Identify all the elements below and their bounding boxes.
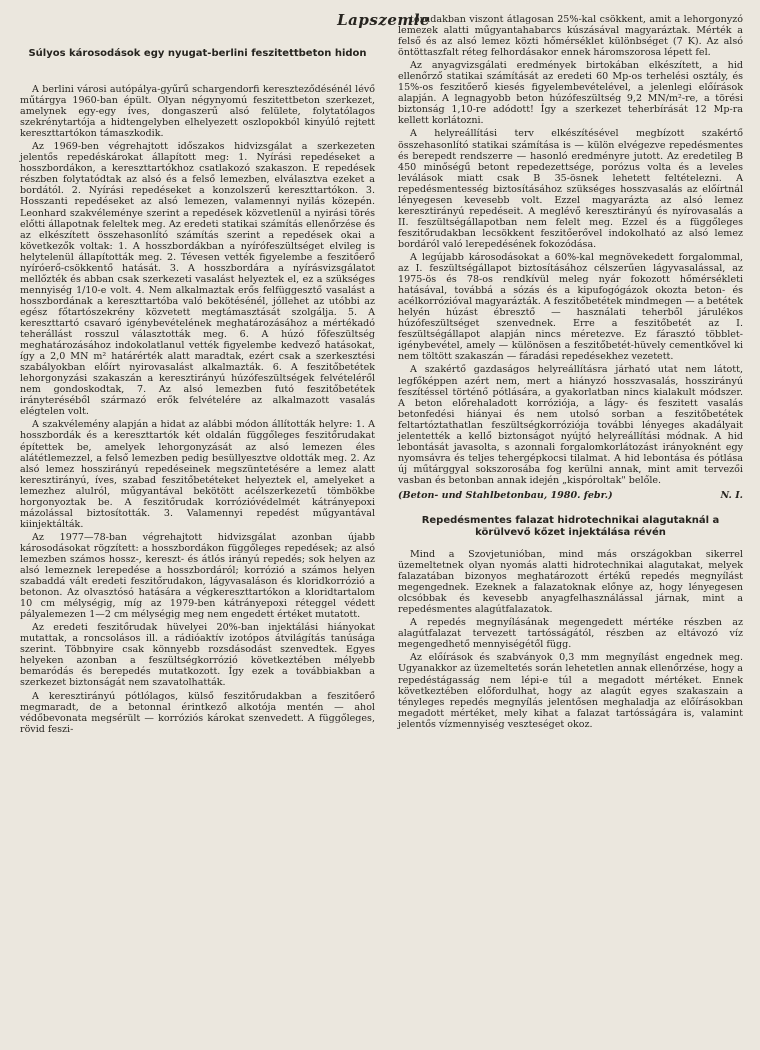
- article1-paragraph: A helyreállítási terv elkészítésével megbízott szakértő összehasonlító statikai számítása is — külön elvégezve repedésmentes és berepedt rendszerre — hasonló eredményre jutott. Az eredetileg B 450 minőségű betont repedezettsége, porózus volta és a leveles leválások miatt csak B 35-ösnek lehetett feltételezni. A repedésmentesség biztosításához szükséges hosszvasalás az előírtnál lényegesen kevesebb volt. Ezzel magyarázta az alsó lemez keresztirányú repedéseit. A meglévő keresztirányú és nyírovasalás a II. feszültségállapotban nem felelt meg. Ezzel és a függőleges feszitőrudakban lecsökkent feszitőerővel indokolható az alsó lemez bordáról való lerepedésének fokozódása.: [398, 128, 743, 250]
- article1-paragraph: A szakértő gazdaságos helyreállításra járható utat nem látott, legfőképpen azért nem, mert a hiányzó hosszvasalás, hosszirányú feszítéssel történő pótlására, a gyakorlatban nincs kialakult módszer. A beton előrehaladott korróziója, a lágy- és feszitett vasalás betonfedési hiányai és nem utolsó sorban a feszitőbetétek feltartóztathatlan feszültségkorróziója további lényeges akadályait jelentették a kellő biztonságot nyújtó helyreállítási módnak. A hid lebontását javasolta, s azonnali forgalomkorlátozást irányoknént egy nyomsávra és teljes tehergépkocsi tilalmat. A hid lebontása és pótlása új műtárggyal sokszorosába fog kerülni annak, mint amit tervezői vasban és betonban annak idején „kispóroltak" belőle.: [398, 364, 743, 486]
- section-title: Lapszemle: [337, 11, 430, 29]
- article2-title: Repedésmentes falazat hidrotechnikai alagutaknál a körülvevő kőzet injektálása révén: [421, 515, 720, 539]
- left-column: [20, 48, 375, 737]
- article1-paragraph: A legújabb károsodásokat a 60%-kal megnövekedett forgalommal, az I. feszültségállapot biztosításához célszerűen lágyvasalással, az 1975-ös és 78-os rendkívül meleg nyár fokozott hőmérsékleti hatásával, továbbá a sózás és a kipufogógázok okozta beton- és acélkorrózióval magyarázták. A feszitőbetétek mindmegen — a betétek helyén húzást ébresztő — használati teherből járulékos húzófeszültséget szenvednek. Erre a feszitőbetét az I. feszültségállapot alapján nincs méretezve. Ez fárasztó többlet-igénybevétel, amely — különösen a feszitőbetét-hüvely cementkővel ki nem töltött szakaszán — fáradási repedésekhez vezetett.: [398, 251, 743, 363]
- right-column: [398, 14, 743, 732]
- article2-paragraph: A repedés megnyílásának megengedett mértéke részben az alagútfalazat tervezett tartósságától, részben az eltávozó víz megengedhető mennyiségétől függ.: [398, 617, 743, 651]
- article2-paragraph: Az előírások és szabványok 0,3 mm megnyílást engednek meg. Ugyanakkor az üzemeltetés során lehetetlen annak ellenőrzése, hogy a repedéstágasság nem lépi-e túl a megadott mértéket. Ennek következtében előfordulhat, hogy az alagút egyes szakaszain a tényleges repedés megnyílás jelentősen meghaladja az előírásokban megadott mértéket, mely kihat a falazat tartósságára is, valamint jelentős vízmennyiség veszteséget okoz.: [398, 652, 743, 730]
- article1-author-initials: N. I.: [720, 489, 743, 501]
- article1-paragraph: tőrudakban viszont átlagosan 25%-kal csökkent, amit a lehorgonyzó lemezek alatti műgyantahabarcs kúszásával magyaráztak. Mérték a felső és az alsó lemez közti hőmérséklet különbséget (7 K). Az alsó öntöttaszfalt réteg felhordásakor ennek háromszorosa lépett fel.: [398, 14, 743, 59]
- article1-paragraph: Az anyagvizsgálati eredmények birtokában elkészített, a hid ellenőrző statikai számítását az eredeti 60 Mp-os terhelési osztály, és 15%-os feszitőerő kiesés figyelembevételével, a jelenlegi előírások alapján. A legnagyobb beton húzófeszültség 9,2 MN/m²-re, a törési biztonság 1,10-re adódott! Így a szerkezet teherbírását 12 Mp-ra kellett korlátozni.: [398, 60, 743, 127]
- article1-paragraph: A keresztirányú pótlólagos, külső feszitőrudakban a feszitőerő megmaradt, de a betonnal érintkező alkotója mentén — ahol védőbevonata megsérült — korróziós károkat szenvedett. A függőleges, rövid feszi-: [20, 690, 375, 735]
- article1-title: Súlyos károsodások egy nyugat-berlini feszitettbeton hidon: [28, 48, 367, 59]
- article2-paragraph: Mind a Szovjetunióban, mind más országokban sikerrel üzemeltetnek olyan nyomás alatti hidrotechnikai alagutakat, melyek falazatában bizonyos meghatározott értékű repedés megnyílást megengednek. Ezeknek a falazatoknak előnye az, hogy lényegesen olcsóbbak és kevesebb anyagfelhasználással járnak, mint a repedésmentes alagútfalazatok.: [398, 549, 743, 616]
- article1-paragraph: Az 1977—78-ban végrehajtott hidvizsgálat azonban újabb károsodásokat rögzített: a hosszbordákon függőleges repedések; az alsó lemezben számos hossz-, kereszt- és átlós irányú repedés; sok helyen az alsó lemeznek lerepedése a hosszbordáról; korrózió a számos helyen szabaddá vált eredeti feszitőrudakon, lágyvasaláson és kloridkorrózió a betonon. Az olvasztósó hatására a végkereszttartókon a kloridtartalom 10 cm mélységig, míg az 1979-ben kátrányepoxi réteggel védett pályalemezen 1—2 cm mélységig meg nem engedett értéket mutatott.: [20, 531, 375, 621]
- article1-source-line: [398, 490, 743, 501]
- article1-paragraph: Az eredeti feszitőrudak hüvelyei 20%-ban injektálási hiányokat mutattak, a roncsolásos ill. a rádióaktív izotópos átvilágítás tanúsága szerint. Többnyire csak könnyebb rozsdásodást szenvedtek. Egyes helyeken azonban a feszültségkorrózió következtében mélyebb bemaródás és berepedés mutatkozott. Így ezek a továbbiakban a szerkezet biztonságát nem szavatolhatták.: [20, 622, 375, 689]
- article1-paragraph: A szakvélemény alapján a hidat az alábbi módon állították helyre: 1. A hosszbordák és a kereszttartók két oldalán függőleges feszitőrudakat építettek be, amelyek lehorgonyzását az alsó lemezen éles alátétlemezzel, a felső lemezben pedig besüllyesztve oldották meg. 2. Az alsó lemez hosszirányú repedéseinek megszüntetésére a lemez alatt keresztirányú, íves, szabad feszitőbetéteket helyeztek el, amelyeket a lemezhez alulról, műgyantával bekötött acélszerkezetű tömbökbe horgonyoztak be. A feszitőrudak korrózióvédelmét kátrányepoxi mázolással biztosították. 3. Valamennyi repedést műgyantával kiinjektálták.: [20, 419, 375, 530]
- article1-source: (Beton- und Stahlbetonbau, 1980. febr.): [398, 489, 613, 501]
- article1-paragraph: A berlini városi autópálya-gyűrű schargendorfi kereszteződésénél lévő műtárgya 1960-ban épült. Olyan négynyomú feszitettbeton szerkezet, amelynek egy-egy íves, dongaszerű alsó felülete, folytatólagos szekrénytartója a hidtengelyben elhelyezett oszlopokból kinyúló rejtett kereszttartókon támaszkodik.: [20, 84, 375, 140]
- article1-paragraph: Az 1969-ben végrehajtott időszakos hidvizsgálat a szerkezeten jelentős repedéskárokat állapított meg: 1. Nyírási repedéseket a hosszbordákon, a kereszttartókhoz csatlakozó szakaszon. E repedések részben folytatódtak az alsó és a felső lemezben, elválasztva ezeket a bordától. 2. Nyírási repedéseket a konzolszerű kereszttartókon. 3. Hosszanti repedéseket az alsó lemezen, valamennyi nyilás közepén. Leonhard szakvéleménye szerint a repedések közvetlenül a nyirási törés előtti állapotnak feleltek meg. Az eredeti statikai számítás ellenőrzése és az elkészített összehasonlító számítás szerint a repedések okai a következők voltak: 1. A hosszbordákban a nyírófeszültséget elvileg is helytelenül állapították meg. 2. Tévesen vették figyelembe a feszitőerő nyíróerő-csökkentő hatását. 3. A hosszbordára a nyírásvizsgálatot mellőzték és abban csak szerkezeti vasalást helyeztek el, ez a szükséges mennyiség 1/10-e volt. 4. Nem alkalmaztak erős felfüggesztő vasalást a hosszbordának a kereszttartóba való bekötésénél, jóllehet az utóbbi az egész főtartószekrény közvetett megtámasztását szolgálja. 5. A kereszttartó csavaró igénybevételének meghatározásához a mértékadó teherállást rosszul választották meg. 6. A húzó főfeszültség meghatározásához indokolatlanul vették figyelembe kedvező hatásokat, így a 2,0 MN m² határérték alatt maradtak, ezért csak a szerkesztési szabályokban előírt nyirovasalást alkalmazták. 6. A feszitőbetétek lehorgonyzási szakaszán a keresztirányú húzófeszültségek felvételéről nem gondoskodtak, 7. Az alsó lemezben futó feszitőbetétek irányteréséből származó erők felvételére az alkalmazott vasalás elégtelen volt.: [20, 141, 375, 418]
